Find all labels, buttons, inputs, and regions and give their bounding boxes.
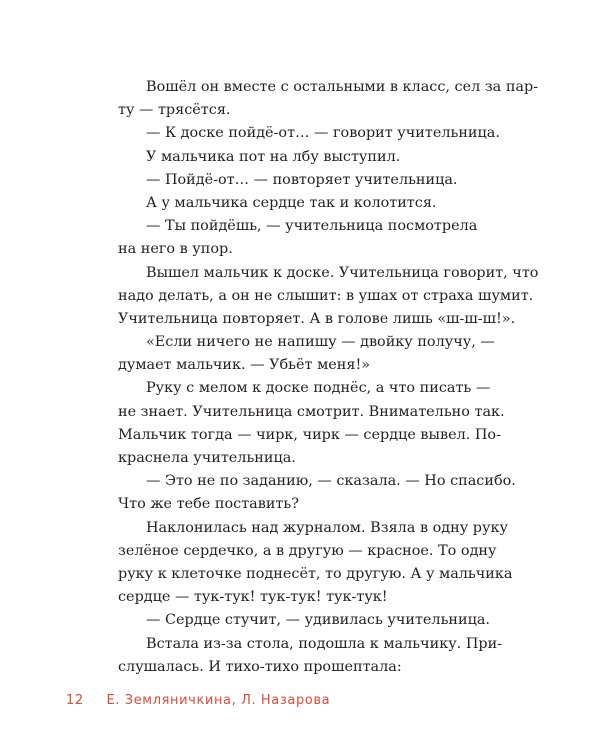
- text-line: сердце — тук-тук! тук-тук! тук-тук!: [118, 589, 388, 606]
- text-line: — К доске пойдё-от… — говорит учительница.: [146, 125, 500, 142]
- body-text: [118, 76, 539, 679]
- text-line: Учительница повторяет. А в голове лишь «ш-ш-ш!».: [118, 310, 516, 327]
- text-line: Вошёл он вместе с остальными в класс, сел за пар-: [146, 79, 539, 95]
- text-line: — Ты пойдёшь, — учительница посмотрела: [146, 218, 478, 235]
- text-line: Руку с мелом к доске поднёс, а что писать —: [146, 380, 491, 397]
- text-line: Наклонилась над журналом. Взяла в одну руку: [146, 519, 508, 536]
- page-number: 12: [66, 693, 84, 708]
- text-line: думает мальчик. — Убьёт меня!»: [118, 357, 371, 374]
- text-line: У мальчика пот на лбу выступил.: [146, 148, 401, 165]
- text-line: ту — трясётся.: [118, 102, 231, 119]
- text-line: — Пойдё-от… — повторяет учительница.: [146, 171, 458, 188]
- text-line: зелёное сердечко, а в другую — красное. То одну: [118, 542, 497, 559]
- text-line: руку к клеточке поднесёт, то другую. А у мальчика: [118, 565, 513, 582]
- text-line: на него в упор.: [118, 241, 233, 258]
- text-line: краснела учительница.: [118, 450, 296, 466]
- text-line: не знает. Учительница смотрит. Внимательно так.: [118, 403, 505, 420]
- running-footer-authors: Е. Земляничкина, Л. Назарова: [106, 693, 331, 708]
- text-line: — Сердце стучит, — удивилась учительница.: [146, 612, 490, 629]
- text-line: Встала из-за стола, подошла к мальчику. При-: [146, 635, 503, 652]
- text-line: А у мальчика сердце так и колотится.: [146, 194, 437, 211]
- page-footer: [66, 693, 330, 708]
- text-line: надо делать, а он не слышит: в ушах от страха шумит.: [118, 287, 534, 304]
- text-line: Что же тебе поставить?: [118, 496, 299, 513]
- text-line: «Если ничего не напишу — двойку получу, —: [146, 334, 495, 351]
- text-line: слушалась. И тихо-тихо прошептала:: [118, 658, 402, 675]
- text-line: Вышел мальчик к доске. Учительница говорит, что: [146, 264, 539, 281]
- text-line: Мальчик тогда — чирк, чирк — сердце вывел. По-: [118, 426, 501, 443]
- text-line: — Это не по заданию, — сказала. — Но спасибо.: [146, 473, 516, 490]
